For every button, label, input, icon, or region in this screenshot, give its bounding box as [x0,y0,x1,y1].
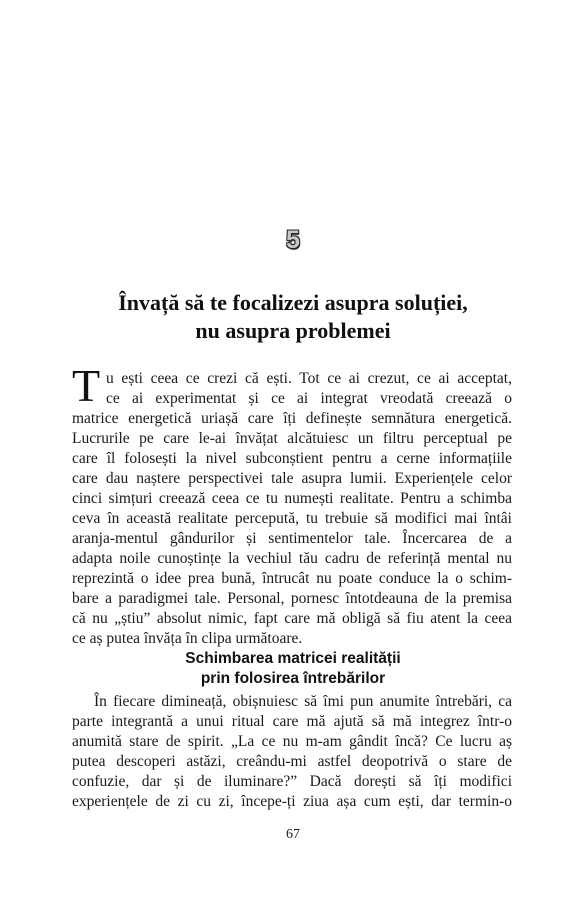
text-line: ce aș putea învăța în clipa următoare. [72,630,303,647]
text-line: ceva în această realitate percepută, tu trebuie să modifici mai întâi [72,510,512,527]
text-line: anumită stare de spirit. „La ce nu m-am gândit încă? Ce lucru aș [72,733,512,750]
chapter-title-line: Învață să te focalizezi asupra soluției, [118,290,468,315]
chapter-title [70,289,516,345]
section-heading-line: Schimbarea matricei realității [185,650,401,667]
text-line: matrice energetică uriașă care îți definește semnătura energetică. [72,410,512,427]
text-line: experiențele de zi cu zi, începe-ți ziua așa cum ești, dar termin-o [72,793,512,810]
text-line: aranja-mentul gândurilor și sentimentelor tale. Încercarea de a [72,530,512,547]
chapter-number: 5 [286,226,300,254]
section-heading-line: prin folosirea întrebărilor [200,670,386,687]
text-line: confuzie, dar și de iluminare?” Dacă dorești să îți modifici [72,773,512,790]
drop-cap: T [72,360,101,411]
text-line: ce ai experimentat și ce ai integrat vreodată creează o [106,390,512,407]
text-line: În fiecare dimineață, obișnuiesc să îmi pun anumite întrebări, ca [94,693,512,710]
text-line: putea descoperi astăzi, creându-mi astfel deopotrivă o stare de [72,753,512,770]
text-line: u ești ceea ce crezi că ești. Tot ce ai crezut, ce ai acceptat, [106,370,512,387]
text-line: bare a paradigmei tale. Personal, pornesc întotdeauna de la premisa [72,590,512,607]
text-line: că nu „știu” absolut nimic, fapt care mă obligă să fiu atent la ceea [72,610,512,627]
paragraph-section [72,692,512,812]
text-line: adapta noile cunoștințe la vechiul tău cadru de referință mental nu [72,550,512,567]
paragraph-intro [72,369,512,649]
page-number: 67 [286,827,300,842]
text-line: parte integrantă a unui ritual care mă ajută să mă integrez într-o [72,713,512,730]
text-line: reprezintă o idee prea bună, întrucât nu poate conduce la o schim- [72,570,512,587]
text-line: care îl folosești la nivel subconștient pentru a cerne informațiile [72,450,512,467]
text-line: cinci simțuri creează ceea ce tu numești realitate. Pentru a schimba [72,490,512,507]
text-line: Lucrurile pe care le-ai învățat alcătuiesc un filtru perceptual pe [72,430,512,447]
chapter-title-line: nu asupra problemei [195,318,391,343]
text-line: care dau naștere perspectivei tale asupra lumii. Experiențele celor [72,470,512,487]
section-heading [70,649,516,689]
